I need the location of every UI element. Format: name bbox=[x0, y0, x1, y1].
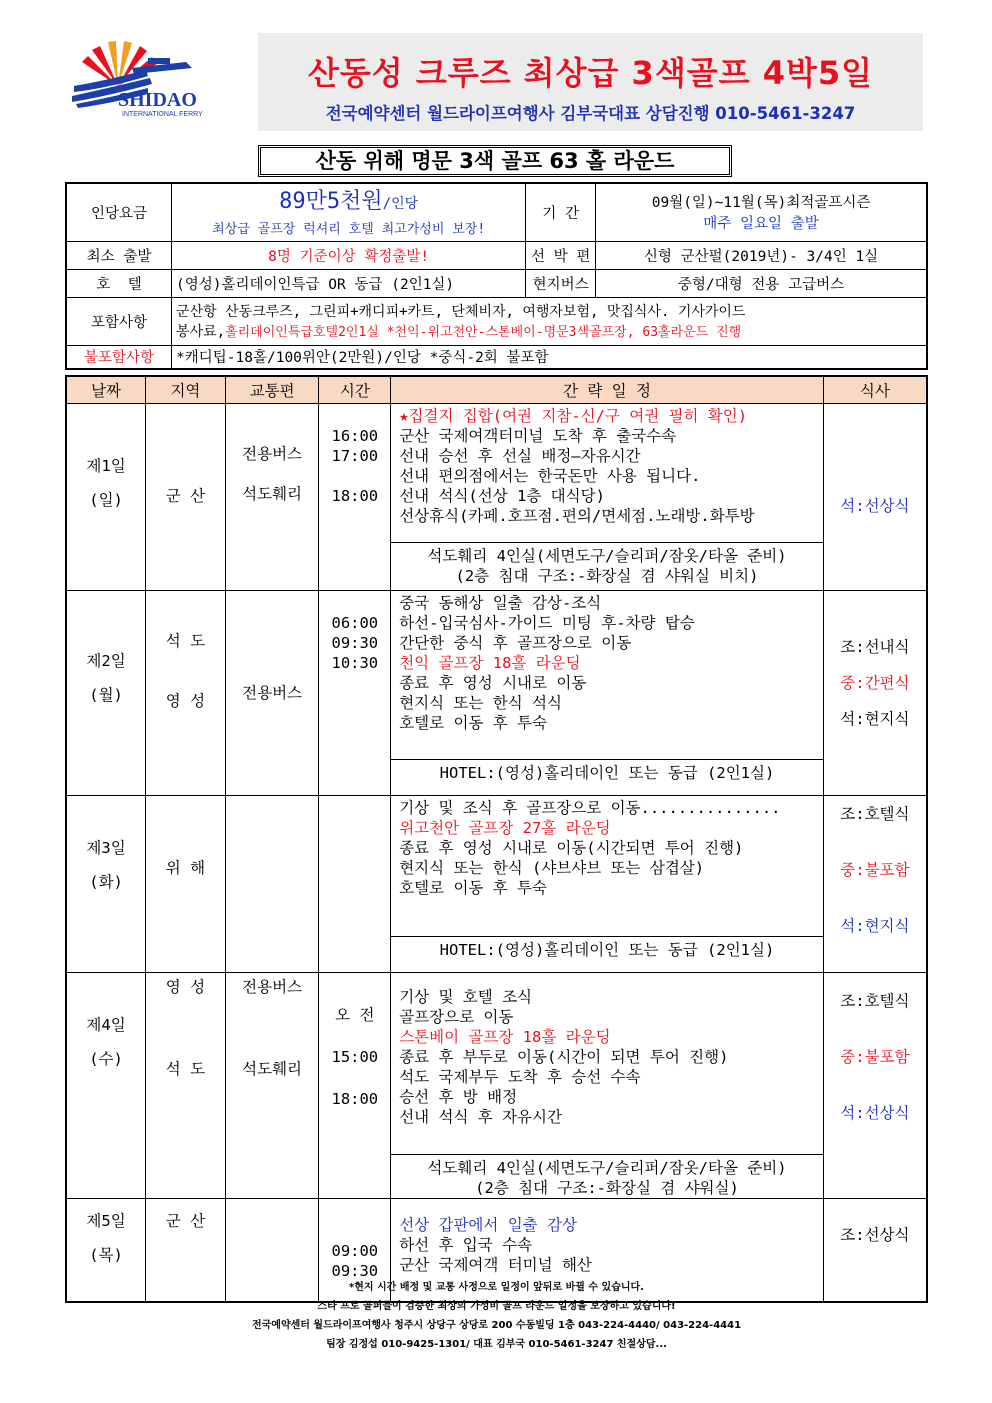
day-date-cell bbox=[66, 403, 146, 590]
plan-item: 선내 석식(선상 1층 대식당) bbox=[399, 486, 605, 505]
accommodation-line: 석도훼리 4인실(세면도구/슬리퍼/잠옷/타올 준비) bbox=[427, 546, 787, 565]
transport-name: 석도훼리 bbox=[242, 1059, 303, 1078]
day-weekday: (일) bbox=[89, 490, 123, 509]
excl-label: 불포함사항 bbox=[66, 345, 172, 369]
day-area-cell bbox=[146, 972, 226, 1198]
plan-item: ★집결지 집합(여권 지참-신/구 여권 필히 확인) bbox=[399, 406, 748, 425]
plan-item: 종료 후 영성 시내로 이동(시간되면 투어 진행) bbox=[399, 838, 744, 857]
period-label: 기 간 bbox=[526, 183, 596, 241]
page-subtitle: 전국예약센터 월드라이프여행사 김부국대표 상담진행 010-5461-3247 bbox=[325, 104, 856, 123]
day-area-cell bbox=[146, 795, 226, 972]
schedule-row bbox=[66, 590, 927, 795]
plan-item: 간단한 중식 후 골프장으로 이동 bbox=[399, 633, 632, 652]
day-plan-cell bbox=[391, 403, 824, 590]
time-value: 16:00 bbox=[331, 426, 379, 445]
day-number: 제4일 bbox=[86, 1015, 126, 1034]
bus-value: 중형/대형 전용 고급버스 bbox=[596, 269, 927, 297]
time-value: 09:30 bbox=[331, 1261, 379, 1280]
footer bbox=[65, 1278, 928, 1354]
time-value: 10:30 bbox=[331, 653, 379, 672]
accommodation-line: (2층 침대 구조:-화장실 겸 샤워실 비치) bbox=[455, 566, 759, 585]
time-value: 18:00 bbox=[331, 486, 379, 505]
meal-item: 석:현지식 bbox=[840, 916, 910, 935]
day-meal-cell bbox=[823, 590, 927, 795]
meal-item: 조:선내식 bbox=[840, 637, 910, 656]
accommodation-note bbox=[391, 759, 823, 795]
hotel-label: 호 텔 bbox=[66, 269, 172, 297]
price-value: 89만5천원 bbox=[279, 188, 383, 214]
day-time-cell bbox=[319, 403, 391, 590]
period-note: 매주 일요일 출발 bbox=[703, 216, 819, 233]
accommodation-note bbox=[391, 936, 823, 972]
plan-item: 군산 국제여객터미널 도착 후 출국수속 bbox=[399, 426, 677, 445]
meal-item: 석:선상식 bbox=[840, 1103, 910, 1122]
price-note: 최상급 골프장 럭셔리 호텔 최고가성비 보장! bbox=[212, 221, 486, 237]
incl-line1: 군산항 산동크루즈, 그린피+캐디피+카트, 단체비자, 여행자보험, 맛집식사. 기사가이드 bbox=[176, 304, 746, 320]
plan-item: 현지식 또는 한식 석식 bbox=[399, 693, 562, 712]
incl-cell bbox=[172, 297, 927, 345]
plan-item: 선상휴식(카페.호프점.편의/면세점.노래방.화투방 bbox=[399, 506, 755, 525]
hotel-value: (영성)홀리데이인특급 OR 동급 (2인1실) bbox=[172, 269, 526, 297]
time-value: 06:00 bbox=[331, 613, 379, 632]
price-cell bbox=[172, 183, 526, 241]
schedule-table bbox=[65, 375, 928, 1303]
day-plan-cell bbox=[391, 795, 824, 972]
plan-item: 석도 국제부두 도착 후 승선 수속 bbox=[399, 1067, 641, 1086]
company-logo bbox=[68, 40, 228, 128]
plan-item: 하선 후 입국 수속 bbox=[399, 1235, 533, 1254]
plan-list bbox=[391, 591, 823, 733]
meal-item: 석:현지식 bbox=[840, 709, 910, 728]
day-time-cell bbox=[319, 795, 391, 972]
price-unit: /인당 bbox=[382, 195, 419, 212]
area-name: 영 성 bbox=[165, 977, 206, 996]
header-time: 시간 bbox=[319, 376, 391, 403]
transport-name: 전용버스 bbox=[242, 683, 303, 702]
day-time-cell bbox=[319, 590, 391, 795]
day-number: 제2일 bbox=[86, 651, 126, 670]
page-title: 산동성 크루즈 최상급 3색골프 4박5일 bbox=[307, 54, 874, 92]
footer-line3: 전국예약센터 월드라이프여행사 청주시 상당구 상당로 200 수동빌딩 1층 043-224-4440/ 043-224-4441 bbox=[251, 1320, 742, 1331]
ship-value: 신형 군산펄(2019년)- 3/4인 1실 bbox=[596, 241, 927, 269]
plan-item: 종료 후 부두로 이동(시간이 되면 투어 진행) bbox=[399, 1047, 729, 1066]
plan-item: 하선-입국심사-가이드 미팅 후-차량 탑승 bbox=[399, 613, 695, 632]
meal-item: 석:선상식 bbox=[840, 496, 910, 515]
plan-item: 중국 동해상 일출 감상-조식 bbox=[399, 593, 602, 612]
accommodation-line: (2층 침대 구조:-화장실 겸 샤워실) bbox=[475, 1178, 739, 1197]
min-value: 8명 기준이상 확정출발! bbox=[172, 241, 526, 269]
plan-item: 호텔로 이동 후 투숙 bbox=[399, 713, 547, 732]
day-weekday: (목) bbox=[89, 1245, 123, 1264]
accommodation-line: 석도훼리 4인실(세면도구/슬리퍼/잠옷/타올 준비) bbox=[427, 1158, 787, 1177]
transport-name: 석도훼리 bbox=[242, 484, 303, 503]
bus-label: 현지버스 bbox=[526, 269, 596, 297]
plan-item: 스톤베이 골프장 18홀 라운딩 bbox=[399, 1027, 611, 1046]
accommodation-note bbox=[391, 1154, 823, 1198]
meal-item: 중:불포함 bbox=[840, 860, 910, 879]
min-label: 최소 출발 bbox=[66, 241, 172, 269]
plan-list bbox=[391, 404, 823, 526]
day-weekday: (수) bbox=[89, 1049, 123, 1068]
time-value: 09:00 bbox=[331, 1241, 379, 1260]
time-value: 오 전 bbox=[335, 1005, 375, 1024]
day-number: 제1일 bbox=[86, 456, 126, 475]
footer-line1: *현지 시간 배정 및 교통 사정으로 일정이 앞뒤로 바뀔 수 있습니다. bbox=[348, 1282, 644, 1293]
schedule-row bbox=[66, 795, 927, 972]
area-name: 군 산 bbox=[165, 1211, 206, 1230]
price-label: 인당요금 bbox=[66, 183, 172, 241]
plan-item: 선내 석식 후 자유시간 bbox=[399, 1107, 562, 1126]
day-time-cell bbox=[319, 972, 391, 1198]
day-date-cell bbox=[66, 795, 146, 972]
day-plan-cell bbox=[391, 590, 824, 795]
logo-subtext: INTERNATIONAL FERRY bbox=[122, 111, 203, 118]
area-name: 석 도 bbox=[165, 1059, 206, 1078]
transport-name: 전용버스 bbox=[242, 444, 303, 463]
day-meal-cell bbox=[823, 972, 927, 1198]
info-table bbox=[65, 182, 928, 370]
schedule-row bbox=[66, 403, 927, 590]
day-meal-cell bbox=[823, 795, 927, 972]
plan-item: 기상 및 조식 후 골프장으로 이동............... bbox=[399, 798, 781, 817]
course-title: 산동 위해 명문 3색 골프 63 홀 라운드 bbox=[258, 145, 732, 177]
accommodation-line: HOTEL:(영성)홀리데이인 또는 동급 (2인1실) bbox=[439, 763, 775, 782]
footer-line4: 팀장 김정섭 010-9425-1301/ 대표 김부국 010-5461-3247 친절상담... bbox=[326, 1339, 667, 1350]
meal-item: 중:불포함 bbox=[840, 1047, 910, 1066]
plan-item: 선내 편의점에서는 한국돈만 사용 됩니다. bbox=[399, 466, 701, 485]
time-value bbox=[319, 466, 390, 486]
plan-item: 천익 골프장 18홀 라운딩 bbox=[399, 653, 581, 672]
meal-item: 중:간편식 bbox=[840, 673, 910, 692]
plan-item: 현지식 또는 한식 (샤브샤브 또는 삼겹살) bbox=[399, 858, 705, 877]
header-area: 지역 bbox=[146, 376, 226, 403]
day-area-cell bbox=[146, 403, 226, 590]
time-value: 18:00 bbox=[331, 1089, 379, 1108]
day-weekday: (화) bbox=[89, 872, 123, 891]
time-value: 09:30 bbox=[331, 633, 379, 652]
time-value: 17:00 bbox=[331, 446, 379, 465]
schedule-row bbox=[66, 972, 927, 1198]
excl-value: *캐디팁-18홀/100위안(2만원)/인당 *중식-2회 불포함 bbox=[172, 345, 927, 369]
time-value: 15:00 bbox=[331, 1047, 379, 1066]
footer-line2: 스타 프로 골퍼들이 검증한 최상의 가성비 골프 라운드 일정을 보장하고 있습니다! bbox=[317, 1301, 676, 1312]
incl-line2-a: 봉사료, bbox=[176, 324, 226, 340]
day-transport-cell bbox=[225, 590, 319, 795]
meal-item: 조:호텔식 bbox=[840, 991, 910, 1010]
ship-label: 선 박 편 bbox=[526, 241, 596, 269]
day-meal-cell bbox=[823, 403, 927, 590]
plan-item: 종료 후 영성 시내로 이동 bbox=[399, 673, 587, 692]
meal-item: 조:호텔식 bbox=[840, 804, 910, 823]
day-date-cell bbox=[66, 590, 146, 795]
day-date-cell bbox=[66, 972, 146, 1198]
accommodation-note bbox=[391, 542, 823, 590]
accommodation-line: HOTEL:(영성)홀리데이인 또는 동급 (2인1실) bbox=[439, 940, 775, 959]
transport-name: 전용버스 bbox=[242, 977, 303, 996]
area-name: 영 성 bbox=[165, 691, 206, 710]
plan-list bbox=[391, 973, 823, 1127]
incl-label: 포함사항 bbox=[66, 297, 172, 345]
day-number: 제3일 bbox=[86, 838, 126, 857]
meal-item: 조:선상식 bbox=[840, 1225, 910, 1244]
plan-item: 선내 승선 후 선실 배정—자유시간 bbox=[399, 446, 641, 465]
day-transport-cell bbox=[225, 972, 319, 1198]
day-transport-cell bbox=[225, 403, 319, 590]
plan-item: 군산 국제여객 터미널 해산 bbox=[399, 1255, 592, 1274]
header-plan: 간 략 일 정 bbox=[391, 376, 824, 403]
plan-item: 기상 및 호텔 조식 bbox=[399, 987, 533, 1006]
area-name: 위 해 bbox=[165, 858, 206, 877]
header-transport: 교통편 bbox=[225, 376, 319, 403]
ferry-icon bbox=[132, 58, 192, 74]
period-cell bbox=[596, 183, 927, 241]
area-name: 석 도 bbox=[165, 631, 206, 650]
plan-list bbox=[391, 1199, 823, 1275]
header-meal: 식사 bbox=[823, 376, 927, 403]
day-number: 제5일 bbox=[86, 1211, 126, 1230]
plan-item: 선상 갑판에서 일출 감상 bbox=[399, 1215, 577, 1234]
area-name: 군 산 bbox=[165, 486, 206, 505]
incl-line2-b: 홀리데이인특급호텔2인1실 *천익-위고천안-스톤베이-명문3색골프장, 63홀라운드 진행 bbox=[225, 325, 742, 340]
plan-list bbox=[391, 796, 823, 898]
header-date: 날짜 bbox=[66, 376, 146, 403]
plan-item: 승선 후 방 배정 bbox=[399, 1087, 518, 1106]
plan-item: 위고천안 골프장 27홀 라운딩 bbox=[399, 818, 611, 837]
day-area-cell bbox=[146, 590, 226, 795]
period-value: 09월(일)~11월(목)최적골프시즌 bbox=[651, 195, 871, 212]
plan-item: 골프장으로 이동 bbox=[399, 1007, 514, 1026]
day-weekday: (월) bbox=[89, 685, 123, 704]
day-transport-cell bbox=[225, 795, 319, 972]
logo-text: SHIDAO bbox=[118, 89, 197, 111]
plan-item: 호텔로 이동 후 투숙 bbox=[399, 878, 547, 897]
day-plan-cell bbox=[391, 972, 824, 1198]
